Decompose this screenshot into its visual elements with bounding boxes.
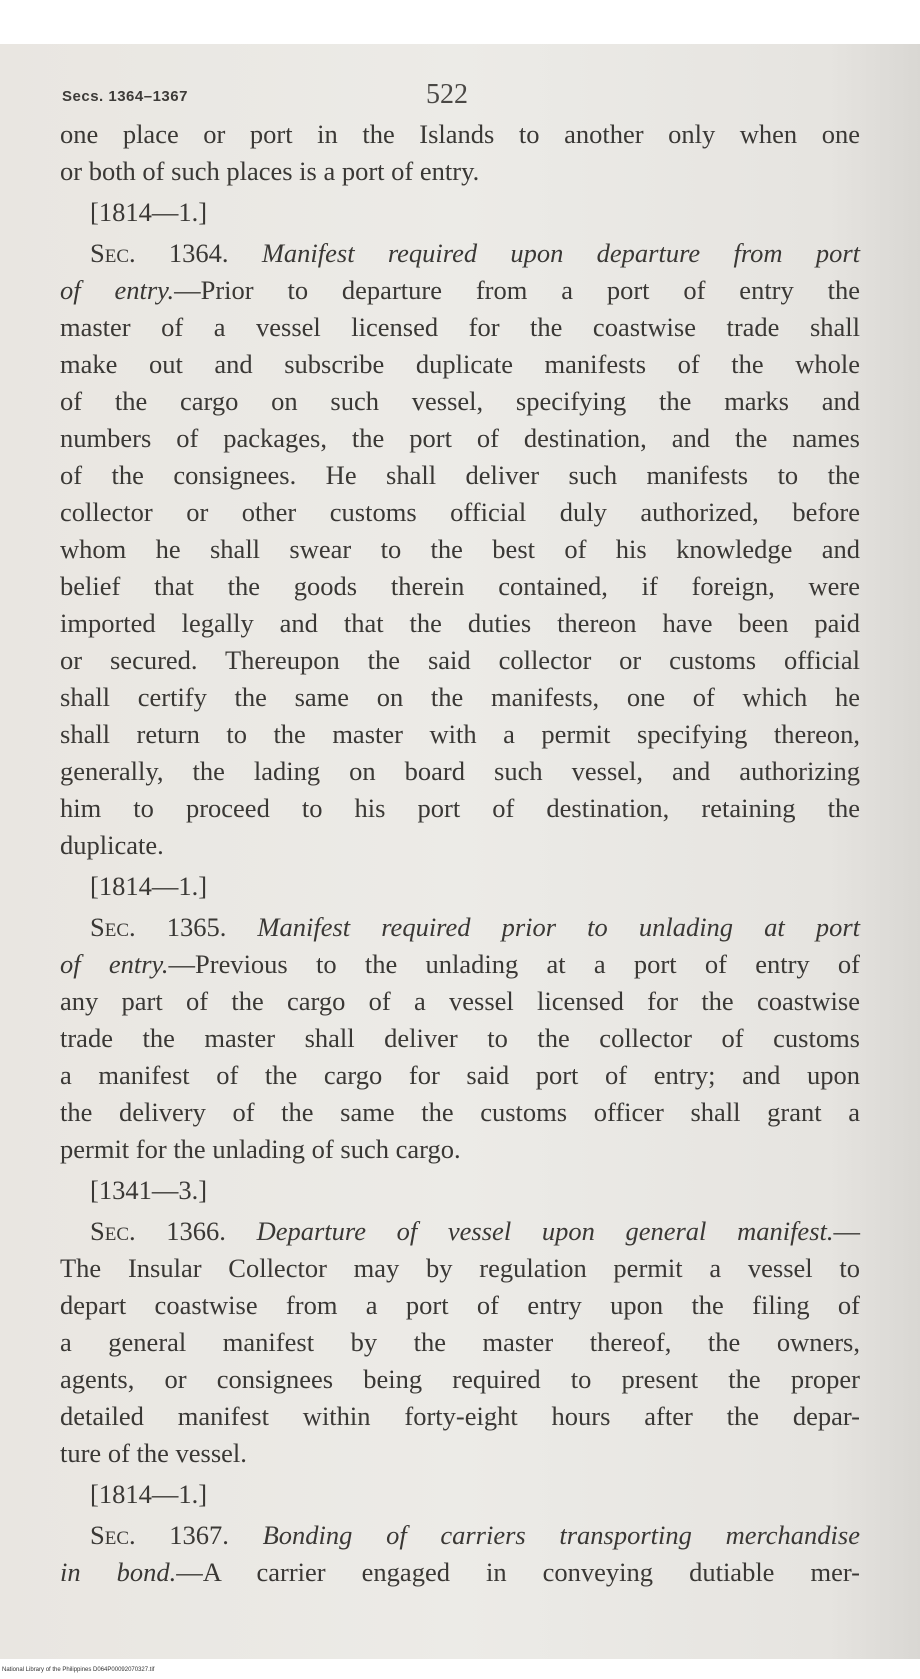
section-label: Sec. 1366. xyxy=(90,1216,226,1246)
section-text: —A carrier engaged in conveying dutiable mer- xyxy=(176,1557,860,1587)
text-line: shall certify the same on the manifests, one of which he xyxy=(60,682,860,712)
text-line: any part of the cargo of a vessel licensed for the coastwise xyxy=(60,986,860,1016)
citation: [1814—1.] xyxy=(90,197,208,227)
text-line: or both of such places is a port of entry. xyxy=(60,156,480,186)
text-line: a general manifest by the master thereof, the owners, xyxy=(60,1327,860,1357)
text-line: duplicate. xyxy=(60,830,164,860)
section-heading-line xyxy=(60,1554,860,1591)
text-line: The Insular Collector may by regulation permit a vessel to xyxy=(60,1253,860,1283)
text-line: master of a vessel licensed for the coastwise trade shall xyxy=(60,312,860,342)
text-line: ture of the vessel. xyxy=(60,1438,247,1468)
page-header xyxy=(60,44,860,116)
section-title: Manifest required prior to unlading at port xyxy=(257,912,860,942)
source-footer: National Library of the Philippines D064P00092070327.tif xyxy=(2,1667,155,1673)
section-heading-line xyxy=(60,909,860,946)
section-heading-line xyxy=(60,946,860,983)
text-line: detailed manifest within forty-eight hours after the depar- xyxy=(60,1401,860,1431)
section-title: Departure of vessel upon general manifest. xyxy=(256,1216,834,1246)
section-1367 xyxy=(60,1517,860,1591)
intro-paragraph xyxy=(60,116,860,190)
text-line: of the cargo on such vessel, specifying the marks and xyxy=(60,386,860,416)
running-head: Secs. 1364–1367 xyxy=(62,88,188,105)
citation: [1814—1.] xyxy=(90,871,208,901)
text-line: trade the master shall deliver to the collector of customs xyxy=(60,1023,860,1053)
text-line: depart coastwise from a port of entry upon the filing of xyxy=(60,1290,860,1320)
text-line: belief that the goods therein contained, if foreign, were xyxy=(60,571,860,601)
section-1366 xyxy=(60,1213,860,1472)
section-label: Sec. 1364. xyxy=(90,238,229,268)
document-page xyxy=(60,44,860,1591)
section-1365 xyxy=(60,909,860,1168)
text-line: the delivery of the same the customs officer shall grant a xyxy=(60,1097,860,1127)
section-heading-line xyxy=(60,272,860,309)
text-line: shall return to the master with a permit specifying thereon, xyxy=(60,719,860,749)
text-line: or secured. Thereupon the said collector or customs official xyxy=(60,645,860,675)
text-line: whom he shall swear to the best of his knowledge and xyxy=(60,534,860,564)
section-title: Bonding of carriers transporting merchandise xyxy=(262,1520,860,1550)
text-line: collector or other customs official duly authorized, before xyxy=(60,497,860,527)
text-line: numbers of packages, the port of destination, and the names xyxy=(60,423,860,453)
section-title-cont: in bond. xyxy=(60,1557,177,1587)
citation: [1341—3.] xyxy=(90,1175,208,1205)
text-line: agents, or consignees being required to present the proper xyxy=(60,1364,860,1394)
text-line: permit for the unlading of such cargo. xyxy=(60,1134,461,1164)
text-line: generally, the lading on board such vessel, and authorizing xyxy=(60,756,860,786)
page-number: 522 xyxy=(426,79,468,110)
section-title-cont: of entry. xyxy=(60,275,175,305)
text-line: imported legally and that the duties thereon have been paid xyxy=(60,608,860,638)
section-heading-line xyxy=(60,1213,860,1250)
section-label: Sec. 1365. xyxy=(90,912,227,942)
section-title-cont: of entry. xyxy=(60,949,169,979)
section-1364 xyxy=(60,235,860,864)
section-text: — xyxy=(833,1216,860,1246)
section-text: —Prior to departure from a port of entry the xyxy=(174,275,860,305)
citation: [1814—1.] xyxy=(90,1479,208,1509)
section-label: Sec. 1367. xyxy=(90,1520,229,1550)
text-line: of the consignees. He shall deliver such manifests to the xyxy=(60,460,860,490)
text-line: a manifest of the cargo for said port of entry; and upon xyxy=(60,1060,860,1090)
section-heading-line xyxy=(60,1517,860,1554)
section-heading-line xyxy=(60,235,860,272)
text-line: him to proceed to his port of destination, retaining the xyxy=(60,793,860,823)
section-text: —Previous to the unlading at a port of entry of xyxy=(168,949,860,979)
section-title: Manifest required upon departure from port xyxy=(261,238,860,268)
text-line: one place or port in the Islands to another only when one xyxy=(60,119,860,149)
text-line: make out and subscribe duplicate manifests of the whole xyxy=(60,349,860,379)
